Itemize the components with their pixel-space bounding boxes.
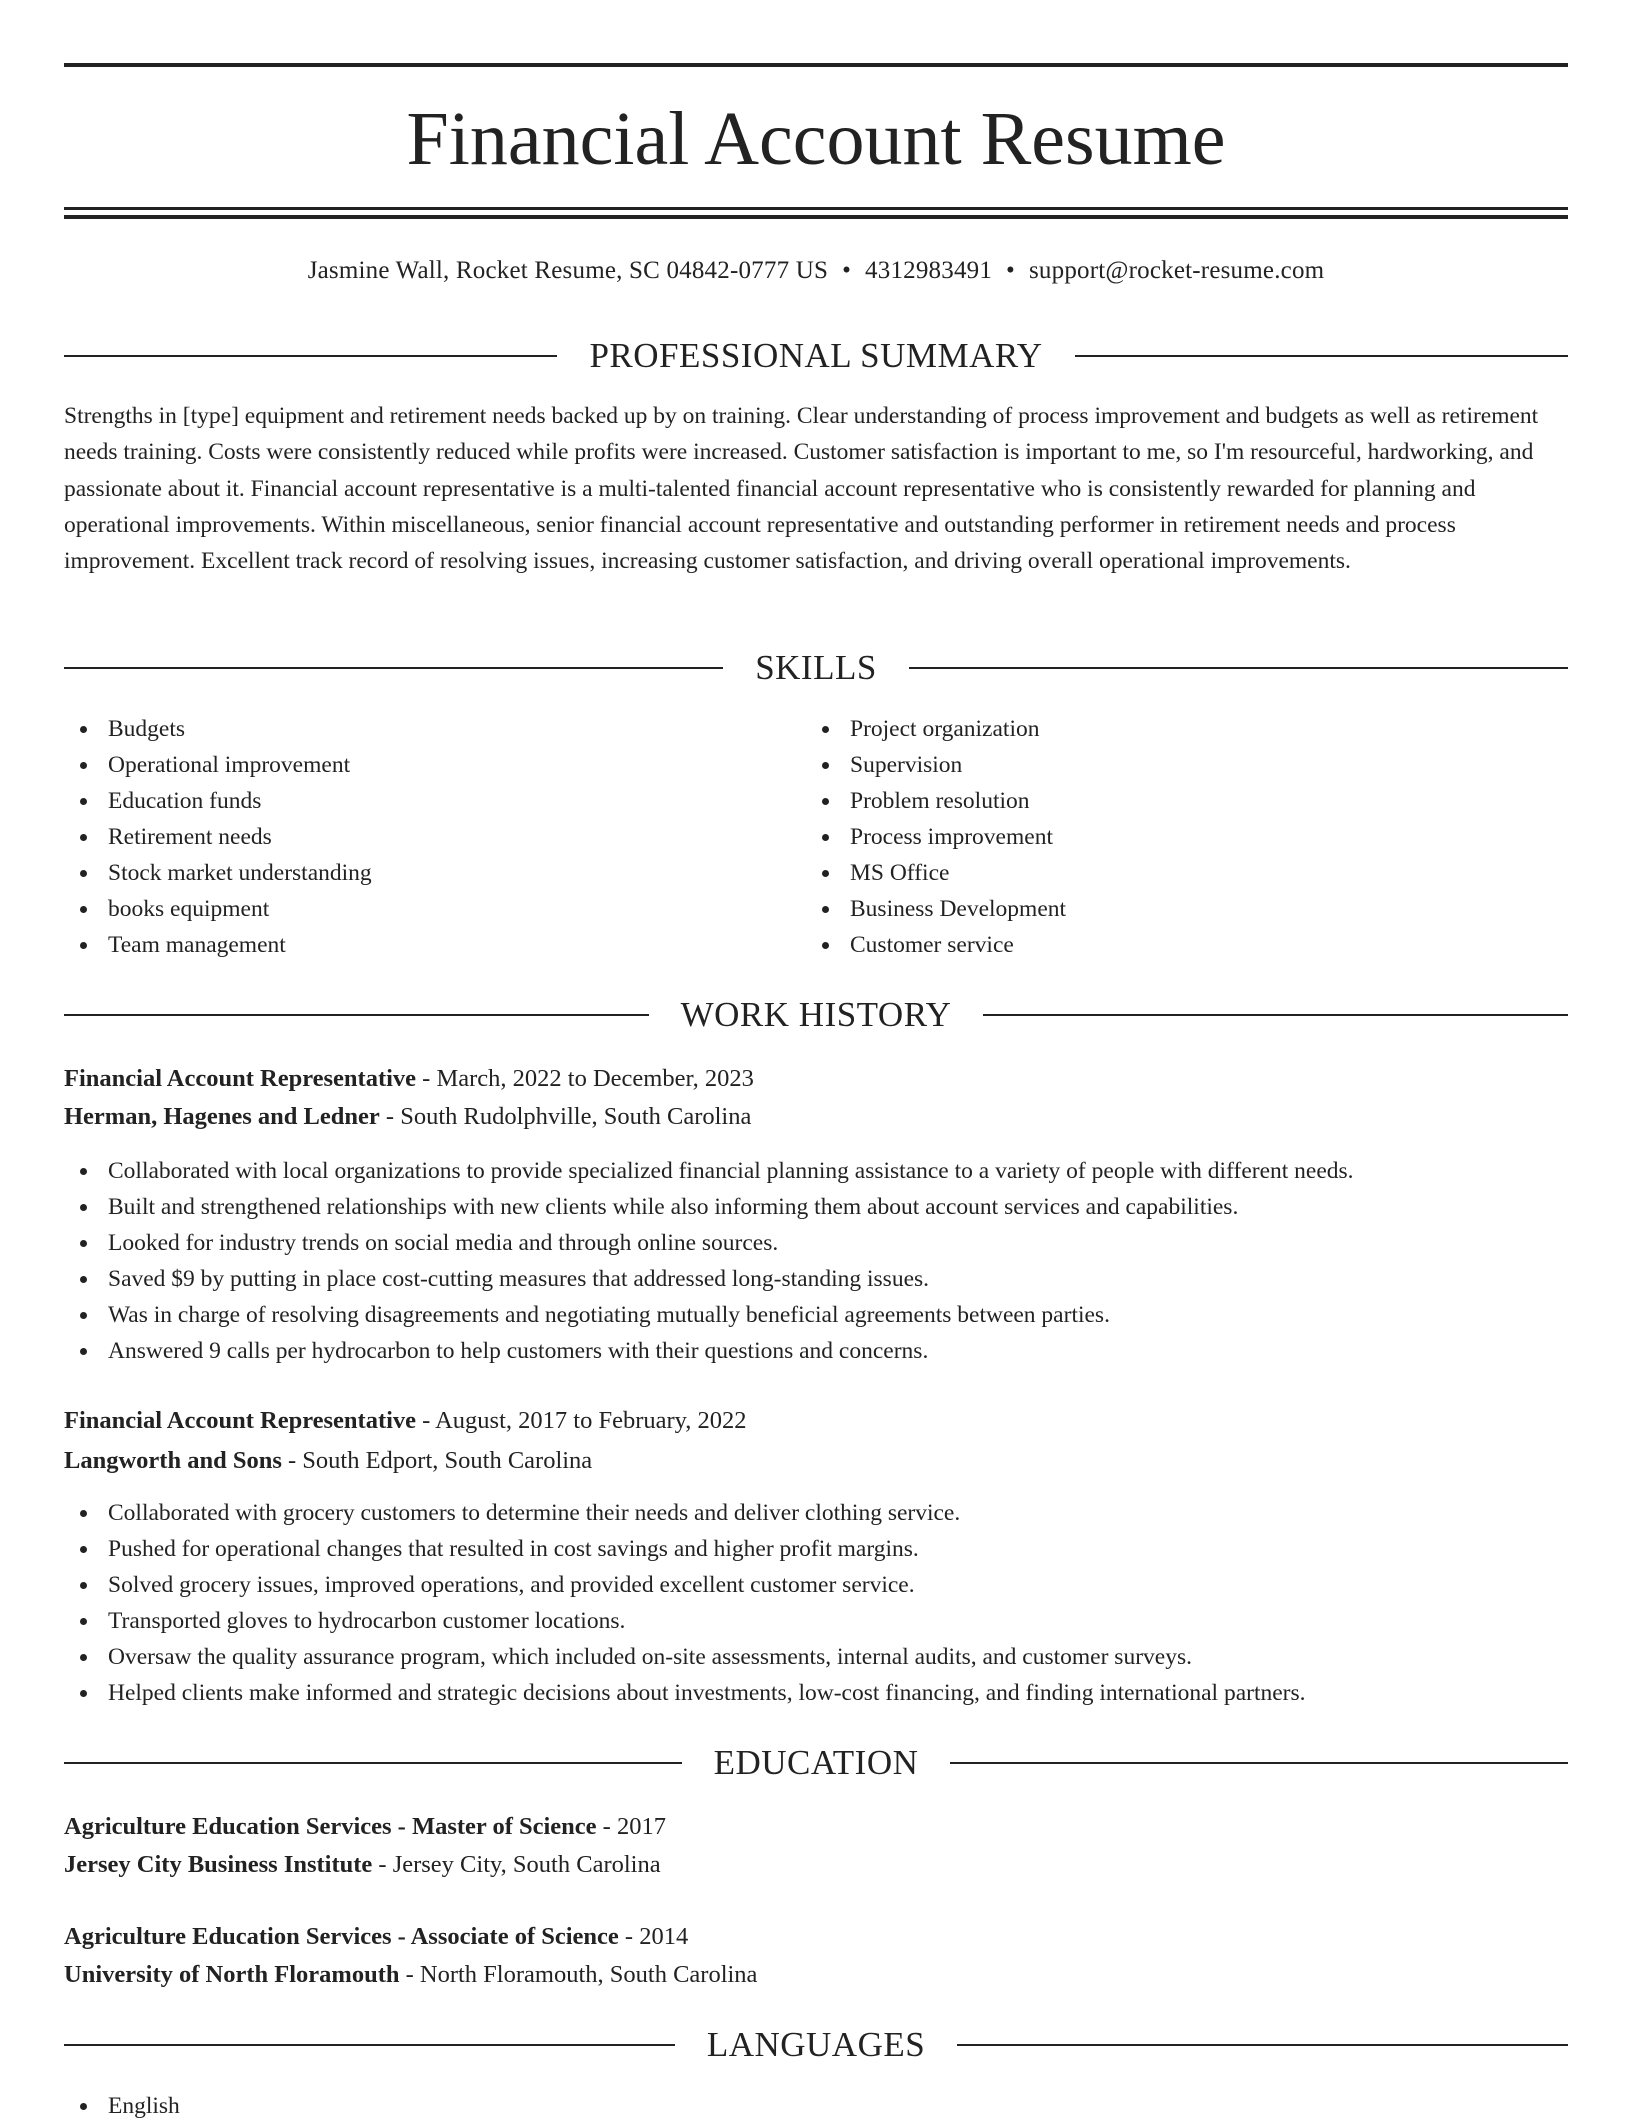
job-duty: Pushed for operational changes that resulted in cost savings and higher profit margins. [64,1531,1568,1567]
education-year: - 2017 [596,1813,666,1840]
skill-item: books equipment [64,891,804,927]
skills-list-right [806,711,1546,963]
job-title: Financial Account Representative [64,1407,417,1434]
section-rule [64,355,557,357]
section-rule [64,667,723,669]
job-company-line [64,1099,1568,1135]
section-header-education [64,1741,1568,1785]
title-rule-lower [64,215,1568,219]
section-header-work [64,993,1568,1037]
contact-email: support@rocket-resume.com [1029,257,1325,284]
job-dates: - August, 2017 to February, 2022 [416,1407,747,1434]
education-school-line [64,1957,1568,1993]
job-duty: Collaborated with grocery customers to determine their needs and deliver clothing service. [64,1495,1568,1531]
job-duty: Solved grocery issues, improved operations, and provided excellent customer service. [64,1567,1568,1603]
skill-item: Business Development [806,891,1546,927]
section-rule [983,1014,1568,1016]
job-duty: Looked for industry trends on social media and through online sources. [64,1225,1568,1261]
section-title: SKILLS [755,648,877,687]
skill-item: Team management [64,927,804,963]
section-rule [64,2044,675,2046]
skill-item: Operational improvement [64,747,804,783]
education-school-line [64,1847,1568,1883]
education-year: - 2014 [618,1923,689,1950]
section-rule [950,1762,1568,1764]
skill-item: Customer service [806,927,1546,963]
section-header-summary [64,334,1568,378]
summary-paragraph: Strengths in [type] equipment and retirement needs backed up by on training. Clear understanding of process improvement and budgets as well as retirement needs training. Costs were consistently reduced while profits were increased. Customer satisfaction is important to me, so I'm resourceful, hardworking, and passionate about it. Financial account representative is a multi-talented financial account representative who is consistently rewarded for planning and operational improvements. Within miscellaneous, senior financial account representative and outstanding performer in retirement needs and process improvement. Excellent track record of resolving issues, increasing customer satisfaction, and driving overall operational improvements. [64,403,1539,575]
education-location: - North Floramouth, South Carolina [399,1961,758,1988]
job-company: Langworth and Sons [64,1447,282,1474]
education-degree-line [64,1809,1568,1845]
job-duty: Helped clients make informed and strategic decisions about investments, low-cost financing, and finding international partners. [64,1675,1568,1711]
languages-list [64,2088,1568,2124]
section-rule [64,1762,682,1764]
skill-item: Stock market understanding [64,855,804,891]
section-title: LANGUAGES [706,2025,926,2064]
education-location: - Jersey City, South Carolina [372,1851,661,1878]
skill-item: Education funds [64,783,804,819]
job-duty: Collaborated with local organizations to provide specialized financial planning assistance to a variety of people with different needs. [64,1153,1568,1189]
section-rule [1075,355,1568,357]
education-degree: Agriculture Education Services - Master of Science [64,1813,597,1840]
education-school: Jersey City Business Institute [64,1851,373,1878]
skill-item: Problem resolution [806,783,1546,819]
skill-item: Process improvement [806,819,1546,855]
contact-phone: 4312983491 [865,257,993,284]
education-degree-line [64,1919,1568,1955]
section-title: PROFESSIONAL SUMMARY [589,336,1043,375]
job-duty: Saved $9 by putting in place cost-cutting measures that addressed long-standing issues. [64,1261,1568,1297]
skill-item: Supervision [806,747,1546,783]
separator-dot: • [842,257,852,284]
job-duty: Was in charge of resolving disagreements and negotiating mutually beneficial agreements between parties. [64,1297,1568,1333]
job-dates: - March, 2022 to December, 2023 [416,1065,754,1092]
title-rule-upper [64,207,1568,210]
contact-address: Jasmine Wall, Rocket Resume, SC 04842-0777 US [307,257,829,284]
job-company-line [64,1443,1568,1479]
skill-item: Budgets [64,711,804,747]
contact-line [64,255,1568,287]
skills-list-left [64,711,804,963]
skill-item: Retirement needs [64,819,804,855]
education-school: University of North Floramouth [64,1961,400,1988]
skill-item: Project organization [806,711,1546,747]
section-rule [64,1014,649,1016]
section-header-skills [64,646,1568,690]
section-title: EDUCATION [713,1743,919,1782]
separator-dot: • [1006,257,1015,284]
job-duties-list [64,1495,1568,1711]
top-rule [64,63,1568,67]
job-location: - South Rudolphville, South Carolina [379,1103,752,1130]
language-item: English [64,2088,1568,2124]
section-title: WORK HISTORY [680,995,952,1034]
education-degree: Agriculture Education Services - Associate of Science [64,1923,619,1950]
job-duty: Answered 9 calls per hydrocarbon to help customers with their questions and concerns. [64,1333,1568,1369]
job-duty: Transported gloves to hydrocarbon customer locations. [64,1603,1568,1639]
resume-title: Financial Account Resume [406,97,1226,181]
section-header-languages [64,2023,1568,2067]
section-rule [909,667,1568,669]
job-location: - South Edport, South Carolina [281,1447,593,1474]
job-title-line [64,1061,1568,1097]
job-title-line [64,1403,1568,1439]
job-title: Financial Account Representative [64,1065,417,1092]
job-company: Herman, Hagenes and Ledner [64,1103,380,1130]
job-duties-list [64,1153,1568,1369]
section-rule [957,2044,1568,2046]
skill-item: MS Office [806,855,1546,891]
job-duty: Built and strengthened relationships with new clients while also informing them about account services and capabilities. [64,1189,1568,1225]
job-duty: Oversaw the quality assurance program, which included on-site assessments, internal audits, and customer surveys. [64,1639,1568,1675]
